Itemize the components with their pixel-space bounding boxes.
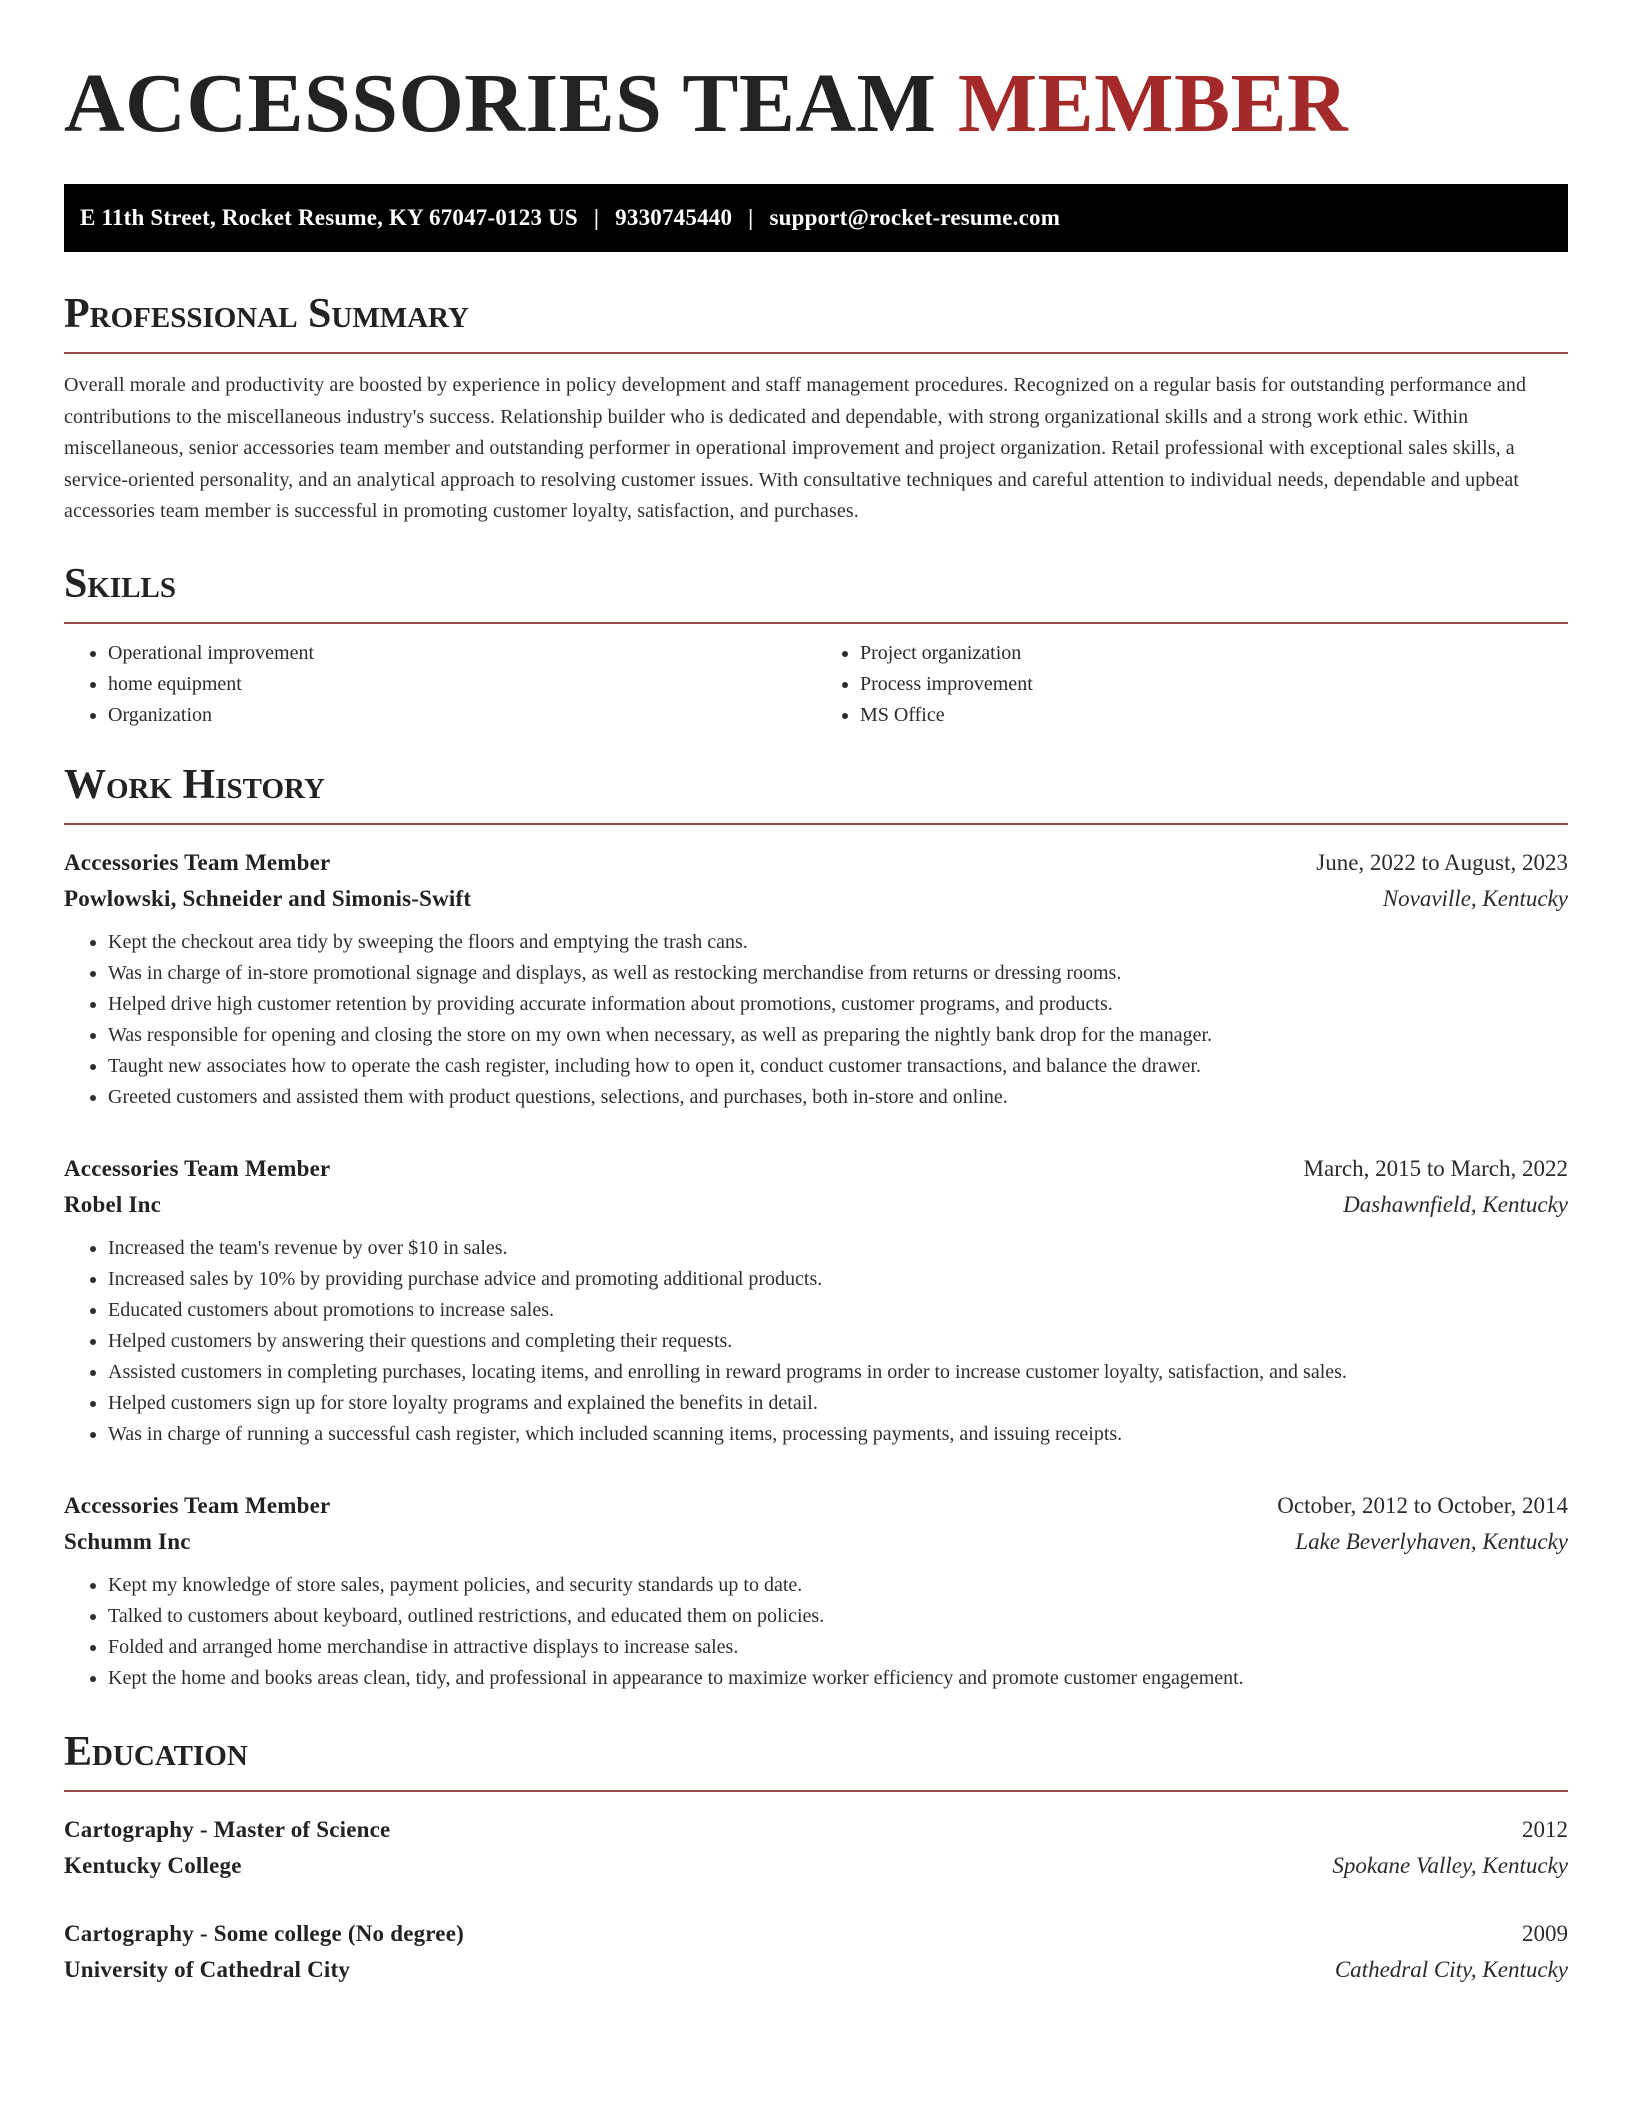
job-bullet: • Was in charge of in-store promotional signage and displays, as well as restocking merchandise from returns or dressing rooms. (108, 958, 1568, 989)
job-bullet: • Helped customers by answering their questions and completing their requests. (108, 1326, 1568, 1357)
job-company: Powlowski, Schneider and Simonis-Swift (64, 885, 472, 911)
job-bullet: • Was responsible for opening and closing the store on my own when necessary, as well as preparing the nightly bank drop for the manager. (108, 1020, 1568, 1051)
skills-column-right (816, 638, 1568, 731)
skill-item: • MS Office (860, 700, 1568, 731)
education-school-row (64, 1848, 1568, 1884)
education-degree-row (64, 1916, 1568, 1952)
section-title-summary: Professional Summary (64, 290, 1568, 354)
skill-item: • Process improvement (860, 669, 1568, 700)
section-title-education: Education (64, 1728, 1568, 1792)
job-dates: October, 2012 to October, 2014 (1277, 1492, 1568, 1518)
job-role: Accessories Team Member (64, 1155, 331, 1181)
education-year: 2012 (1522, 1816, 1568, 1842)
job-company: Schumm Inc (64, 1528, 191, 1554)
skills-column-left (64, 638, 816, 731)
education-year: 2009 (1522, 1920, 1568, 1946)
job-bullet: • Was in charge of running a successful cash register, which included scanning items, processing payments, and issuing receipts. (108, 1419, 1568, 1450)
education-school: University of Cathedral City (64, 1956, 351, 1982)
job-bullet: • Assisted customers in completing purchases, locating items, and enrolling in reward programs in order to increase customer loyalty, satisfaction, and sales. (108, 1357, 1568, 1388)
skill-item: • Organization (108, 700, 816, 731)
job-entry (64, 1488, 1568, 1694)
education-location: Cathedral City, Kentucky (1334, 1956, 1568, 1982)
title-main: ACCESSORIES TEAM (64, 57, 937, 150)
skills-section (64, 560, 1568, 731)
job-location: Dashawnfield, Kentucky (1343, 1191, 1568, 1217)
job-company-row (64, 881, 1568, 917)
job-header-row (64, 1488, 1568, 1524)
education-degree-row (64, 1812, 1568, 1848)
job-company: Robel Inc (64, 1191, 162, 1217)
job-bullets (64, 1233, 1568, 1450)
skill-item: • home equipment (108, 669, 816, 700)
job-bullet: • Talked to customers about keyboard, outlined restrictions, and educated them on policies. (108, 1601, 1568, 1632)
job-company-row (64, 1187, 1568, 1223)
job-dates: March, 2015 to March, 2022 (1303, 1155, 1568, 1181)
job-role: Accessories Team Member (64, 849, 331, 875)
job-dates: June, 2022 to August, 2023 (1316, 849, 1568, 875)
job-bullet: • Kept the home and books areas clean, tidy, and professional in appearance to maximize worker efficiency and promote customer engagement. (108, 1663, 1568, 1694)
job-header-row (64, 845, 1568, 881)
contact-email: support@rocket-resume.com (769, 205, 1061, 230)
job-location: Novaville, Kentucky (1382, 885, 1568, 911)
job-company-row (64, 1524, 1568, 1560)
contact-separator: | (593, 205, 600, 230)
education-location: Spokane Valley, Kentucky (1332, 1852, 1568, 1878)
job-bullet: • Greeted customers and assisted them with product questions, selections, and purchases, both in-store and online. (108, 1082, 1568, 1113)
education-school: Kentucky College (64, 1852, 242, 1878)
job-bullet: • Educated customers about promotions to increase sales. (108, 1295, 1568, 1326)
section-title-work-history: Work History (64, 761, 1568, 825)
job-bullet: • Folded and arranged home merchandise in attractive displays to increase sales. (108, 1632, 1568, 1663)
contact-phone: 9330745440 (615, 205, 733, 230)
section-title-skills: Skills (64, 560, 1568, 624)
job-bullet: • Taught new associates how to operate the cash register, including how to open it, conduct customer transactions, and balance the drawer. (108, 1051, 1568, 1082)
job-bullet: • Kept the checkout area tidy by sweeping the floors and emptying the trash cans. (108, 927, 1568, 958)
job-entry (64, 1151, 1568, 1450)
contact-bar (64, 184, 1568, 252)
education-entry (64, 1812, 1568, 1884)
skill-item: • Operational improvement (108, 638, 816, 669)
summary-section (64, 290, 1568, 528)
education-entry (64, 1916, 1568, 1988)
job-entry (64, 845, 1568, 1113)
job-bullets (64, 1570, 1568, 1694)
education-section (64, 1728, 1568, 1988)
job-bullet: • Helped drive high customer retention by providing accurate information about promotions, customer programs, and products. (108, 989, 1568, 1020)
job-location: Lake Beverlyhaven, Kentucky (1295, 1528, 1568, 1554)
job-bullet: • Helped customers sign up for store loyalty programs and explained the benefits in detail. (108, 1388, 1568, 1419)
job-role: Accessories Team Member (64, 1492, 331, 1518)
title-accent: MEMBER (957, 57, 1349, 150)
job-bullet: • Increased the team's revenue by over $10 in sales. (108, 1233, 1568, 1264)
job-bullet: • Increased sales by 10% by providing purchase advice and promoting additional products. (108, 1264, 1568, 1295)
summary-text: Overall morale and productivity are boosted by experience in policy development and staff management procedures. Recognized on a regular basis for outstanding performance and contributions to the miscellaneous industry's success. Relationship builder who is dedicated and dependable, with strong organizational skills and a strong work ethic. Within miscellaneous, senior accessories team member and outstanding performer in operational improvement and project organization. Retail professional with exceptional sales skills, a service-oriented personality, and an analytical approach to resolving customer issues. With consultative techniques and careful attention to individual needs, dependable and upbeat accessories team member is successful in promoting customer loyalty, satisfaction, and purchases. (64, 374, 1527, 522)
contact-separator: | (748, 205, 754, 230)
work-history-section (64, 761, 1568, 1694)
contact-address: E 11th Street, Rocket Resume, KY 67047-0123 US (80, 205, 578, 230)
education-degree: Cartography - Master of Science (64, 1816, 391, 1842)
skills-list (64, 638, 1568, 731)
education-degree: Cartography - Some college (No degree) (64, 1920, 464, 1946)
job-bullet: • Kept my knowledge of store sales, payment policies, and security standards up to date. (108, 1570, 1568, 1601)
skill-item: • Project organization (860, 638, 1568, 669)
resume-title (64, 56, 1568, 152)
job-bullets (64, 927, 1568, 1113)
education-school-row (64, 1952, 1568, 1988)
job-header-row (64, 1151, 1568, 1187)
